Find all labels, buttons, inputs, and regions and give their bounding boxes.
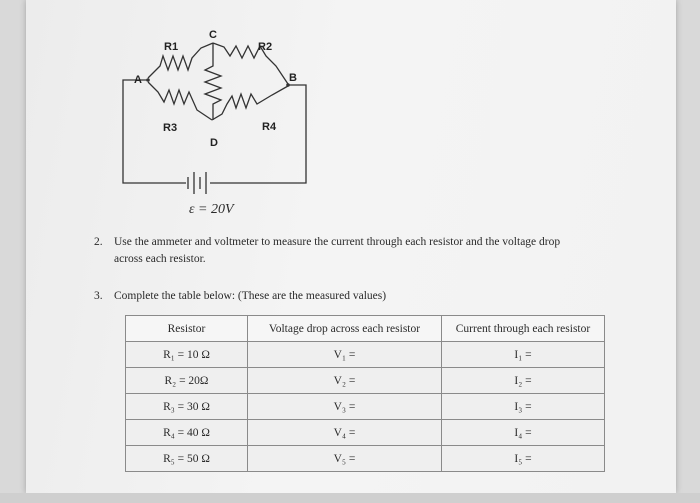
- resistor-r3: [148, 82, 212, 120]
- resistor-cell: R₅ = 50 Ω: [126, 446, 248, 472]
- table-row: [126, 342, 605, 368]
- label-r3: R3: [163, 122, 178, 134]
- emf-label: ε = 20V: [189, 202, 234, 217]
- table-row: [126, 420, 605, 446]
- question-2-line2: across each resistor.: [114, 253, 206, 265]
- header-resistor: Resistor: [126, 316, 248, 342]
- wire-right: [210, 85, 306, 183]
- resistor-cell: R₁ = 10 Ω: [126, 342, 248, 368]
- resistor-cell: R₂ = 20Ω: [126, 368, 248, 394]
- current-cell[interactable]: I₃ =: [442, 394, 605, 420]
- question-2-line1: Use the ammeter and voltmeter to measure the current through each resistor and the voltage drop: [114, 236, 561, 248]
- voltage-cell[interactable]: V₃ =: [248, 394, 442, 420]
- measurement-table: [125, 315, 605, 472]
- label-node-a: A: [134, 74, 142, 86]
- table-row: [126, 368, 605, 394]
- resistor-cell: R₄ = 40 Ω: [126, 420, 248, 446]
- table-header-row: [126, 316, 605, 342]
- node-a-dot: [146, 78, 150, 82]
- question-2-number: 2.: [94, 236, 103, 248]
- current-cell[interactable]: I₂ =: [442, 368, 605, 394]
- label-r2: R2: [258, 41, 273, 53]
- voltage-cell[interactable]: V₄ =: [248, 420, 442, 446]
- resistor-cell: R₃ = 30 Ω: [126, 394, 248, 420]
- label-node-c: C: [209, 29, 217, 41]
- voltage-cell[interactable]: V₁ =: [248, 342, 442, 368]
- label-node-d: D: [210, 137, 218, 149]
- resistor-r1: [148, 43, 213, 78]
- resistor-r5: [205, 43, 221, 120]
- label-node-b: B: [289, 72, 297, 84]
- question-3: [94, 288, 386, 305]
- voltage-cell[interactable]: V₂ =: [248, 368, 442, 394]
- voltage-cell[interactable]: V₅ =: [248, 446, 442, 472]
- label-r1: R1: [164, 41, 179, 53]
- current-cell[interactable]: I₅ =: [442, 446, 605, 472]
- question-3-text: Complete the table below: (These are the measured values): [114, 290, 387, 302]
- question-2: [94, 234, 649, 268]
- question-3-number: 3.: [94, 290, 103, 302]
- current-cell[interactable]: I₁ =: [442, 342, 605, 368]
- current-cell[interactable]: I₄ =: [442, 420, 605, 446]
- table-row: [126, 446, 605, 472]
- label-r4: R4: [262, 121, 277, 133]
- resistor-r2: [213, 43, 288, 84]
- resistor-r4: [212, 86, 288, 120]
- table-row: [126, 394, 605, 420]
- header-current: Current through each resistor: [442, 316, 605, 342]
- header-voltage: Voltage drop across each resistor: [248, 316, 442, 342]
